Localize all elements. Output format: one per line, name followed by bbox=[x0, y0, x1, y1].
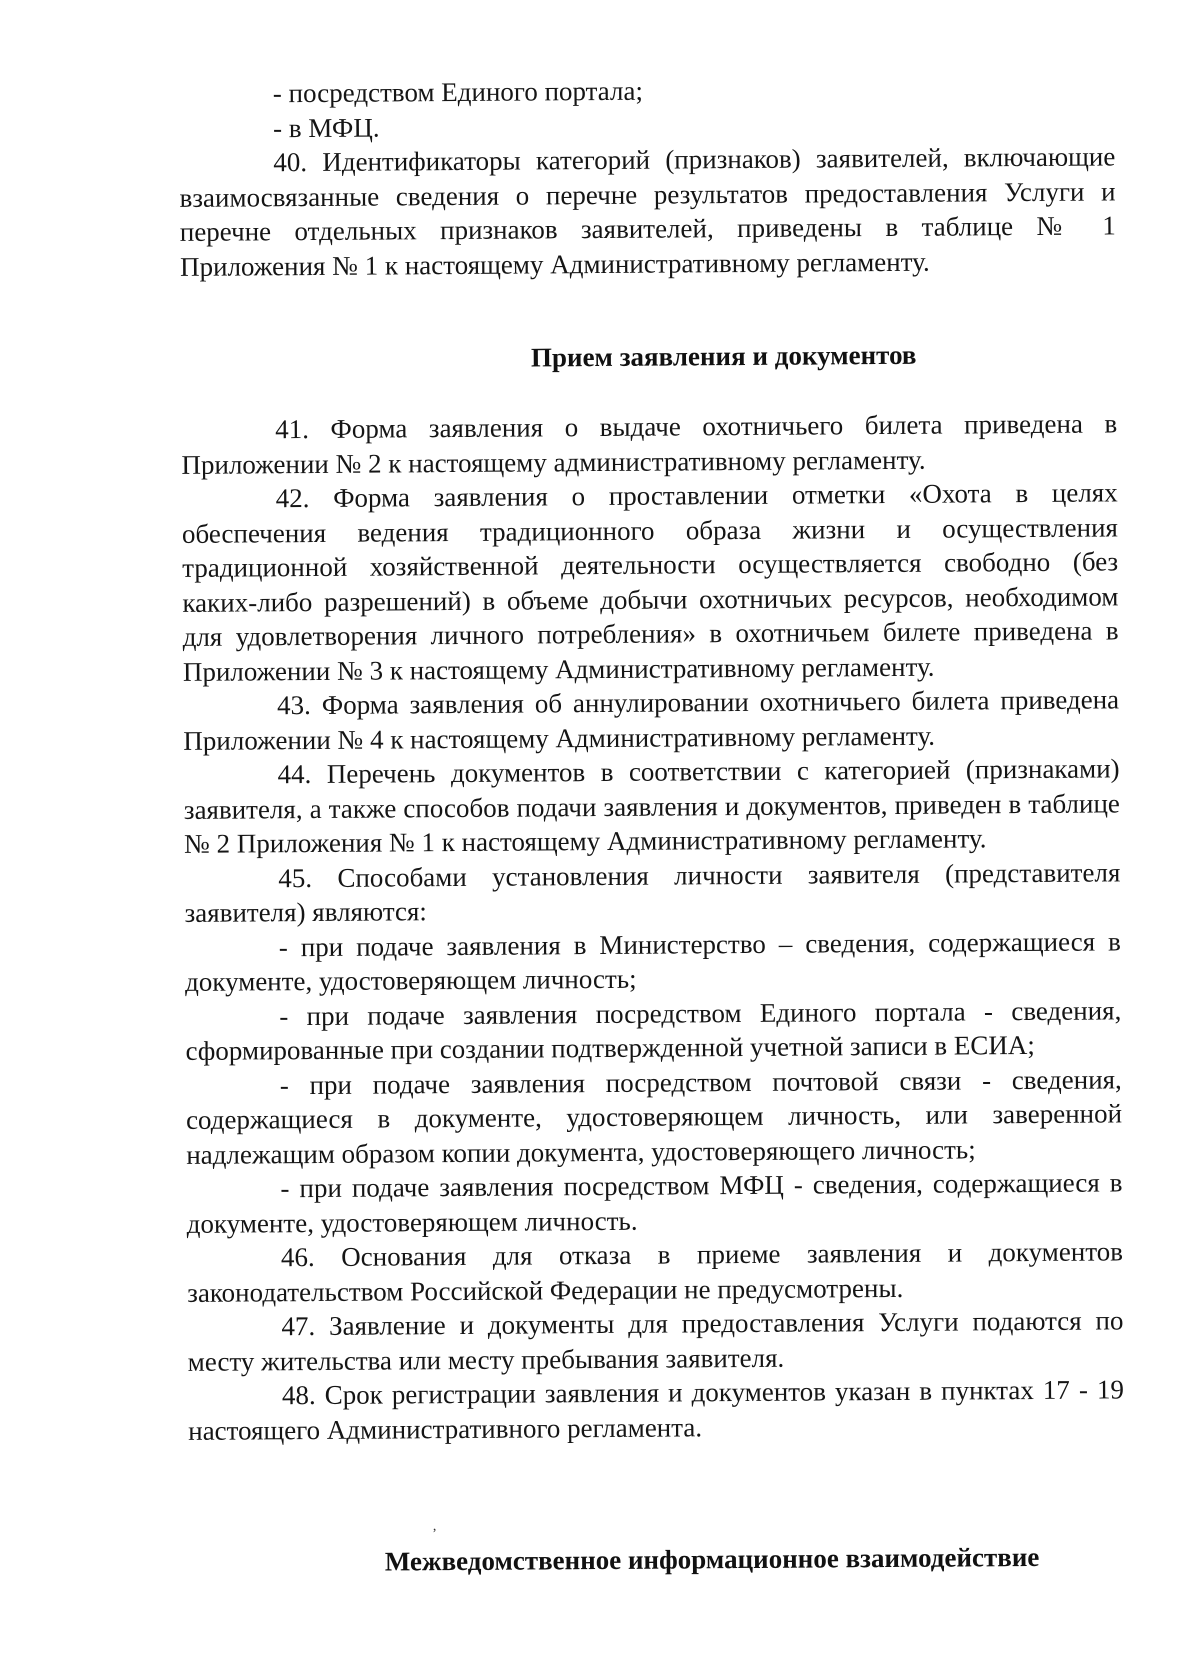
paragraph-45-ministry: - при подаче заявления в Министерство – сведения, содержащиеся в документе, удостоверяющем личность; bbox=[184, 925, 1121, 997]
section-text-block bbox=[181, 406, 1124, 1448]
section-heading-interagency: Межведомственное информационное взаимодействие bbox=[384, 1541, 1040, 1577]
paragraph-43: 43. Форма заявления об аннулировании охотничьего билета приведена Приложении № 4 к настоящему Административному регламенту. bbox=[183, 684, 1120, 756]
paragraph-48: 48. Срок регистрации заявления и документов указан в пунктах 17 - 19 настоящего Административного регламента. bbox=[188, 1374, 1125, 1446]
top-text-block bbox=[179, 70, 1116, 284]
scan-speck: , bbox=[432, 1519, 437, 1535]
paragraph-44: 44. Перечень документов в соответствии с категорией (признаками) заявителя, а также способов подачи заявления и документов, приведен в таблице № 2 Приложения № 1 к настоящему Административному регламенту. bbox=[183, 753, 1120, 859]
paragraph-45-portal: - при подаче заявления посредством Единого портала - сведения, сформированные при создании подтвержденной учетной записи в ЕСИА; bbox=[185, 994, 1122, 1066]
paragraph-41: 41. Форма заявления о выдаче охотничьего билета приведена в Приложении № 2 к настоящему административному регламенту. bbox=[181, 408, 1118, 480]
paragraph-mfc: - в МФЦ. bbox=[272, 112, 380, 143]
paragraph-45-post: - при подаче заявления посредством почтовой связи - сведения, содержащиеся в документе, удостоверяющем личность, или заверенной надлежащим образом копии документа, удостоверяющего личность; bbox=[185, 1063, 1123, 1170]
section-heading-reception: Прием заявления и документов bbox=[530, 339, 917, 373]
paragraph-portal: - посредством Единого портала; bbox=[272, 75, 644, 109]
paragraph-45: 45. Способами установления личности заявителя (представителя заявителя) являются: bbox=[184, 856, 1121, 928]
paragraph-40: 40. Идентификаторы категорий (признаков) заявителей, включающие взаимосвязанные сведения о перечне результатов предоставления Услуги и перечне отдельных признаков заявителей, приведены в таблице № 1 Приложения № 1 к настоящему Административному регламенту. bbox=[179, 141, 1116, 282]
paragraph-46: 46. Основания для отказа в приеме заявления и документов законодательством Российской Федерации не предусмотрены. bbox=[187, 1236, 1124, 1308]
paragraph-42: 42. Форма заявления о проставлении отметки «Охота в целях обеспечения ведения традиционного образа жизни и осуществления традиционной хозяйственной деятельности осуществляется свободно (без каких-либо разрешений) в объеме добычи охотничьих ресурсов, необходимом для удовлетворения личного потребления» в охотничьем билете приведена в Приложении № 3 к настоящему Административному регламенту. bbox=[181, 477, 1119, 687]
paragraph-47: 47. Заявление и документы для предоставления Услуги подаются по месту жительства или месту пребывания заявителя. bbox=[187, 1305, 1124, 1377]
paragraph-45-mfc: - при подаче заявления посредством МФЦ - сведения, содержащиеся в документе, удостоверяющем личность. bbox=[186, 1167, 1123, 1239]
